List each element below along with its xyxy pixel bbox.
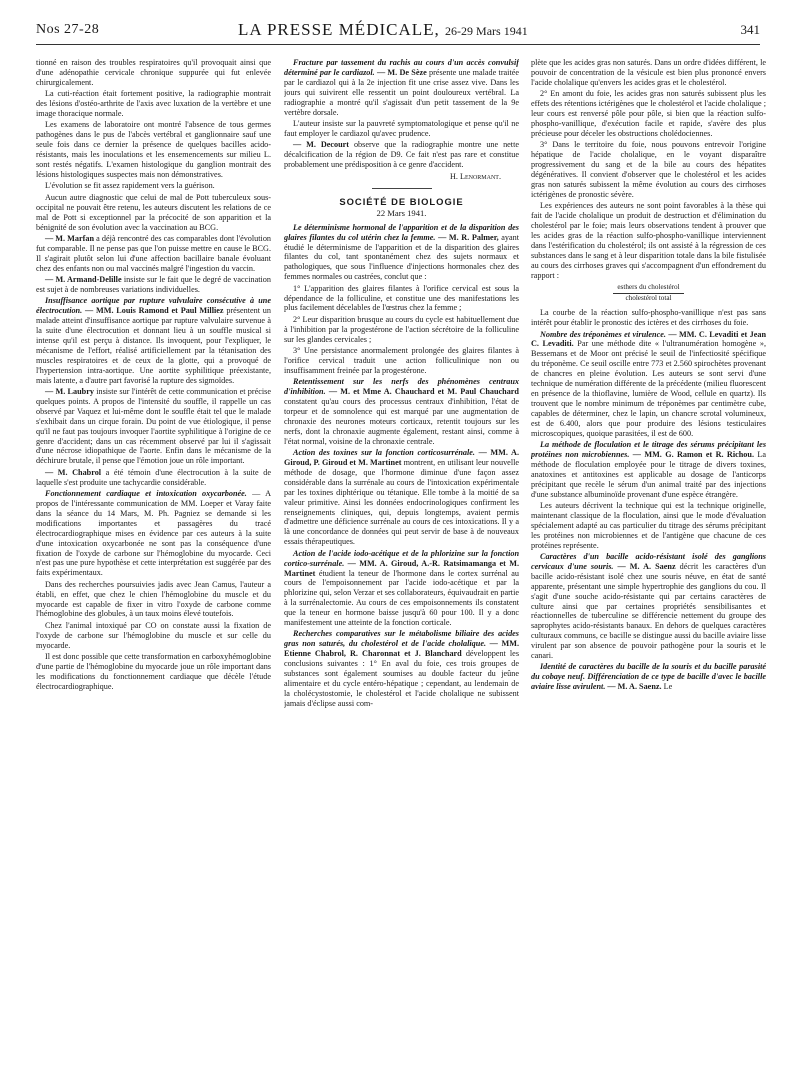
- section-paragraph: [284, 223, 519, 282]
- society-heading: SOCIÉTÉ DE BIOLOGIE: [339, 195, 464, 207]
- speaker-name: — M. Marfan: [45, 233, 95, 243]
- paragraph-text: montrent, en utilisant leur nouvelle méthode de dosage, que l'hormone diminue d'une façon assez considérable dans la surrénale au cours de l'intoxication expérimentale par les toxines diphtérique ou tétanique. Elle tombe à la moitié de sa valeur primitive. Ainsi les données endocrinologiques confirment les renseignements cliniques, qui, depuis longtemps, avaient permis d'admettre une déficience surrénale au cours de ces intoxications. Il y a là une concordance de données qui peut servir de base à de nouveaux essais thérapeutiques.: [284, 458, 519, 547]
- paragraph: Les examens de laboratoire ont montré l'absence de tous germes pathogènes dans le pus de l'abcès vertébral et ganglionnaire sauf une seule fois dans ce dernier la présence de quelques bacilles acido-résistants, mais les inoculations et les ensemencements sur milieu L. sont restés négatifs. L'examen histologique du ganglion montrait des lésions histologiques suspectes mais non démonstratives.: [36, 120, 271, 179]
- paragraph-text: constatent qu'au cours des processus centraux d'inhibition, l'état de torpeur et de somnolence qui est marqué par une augmentation de chronaxie des neurones moteurs corticaux, retentit toujours sur les nerfs, dont la chronaxie augmente également, restant ainsi, comme à l'état normal, voisine de la chronaxie centrale.: [284, 397, 519, 446]
- section-title: Le déterminisme hormonal de l'apparition et de la disparition des glaires filantes du col utérin chez la femme.: [284, 222, 519, 242]
- paragraph: [284, 140, 519, 170]
- paragraph: Les auteurs décrivent la technique qui est la technique originelle, maintenant classique de la floculation, ainsi que le mode d'évaluation spécialement adapté au cas particulier du titrage des sérums précipitant les protéines non microbiennes et de l'antigène que chacune de ces protéines représente.: [531, 500, 766, 550]
- section-paragraph: [531, 330, 766, 439]
- section-paragraph: [36, 296, 271, 385]
- section-paragraph: [531, 662, 766, 692]
- paragraph-text: développent les conclusions suivantes : 1° En aval du foie, ces trois groupes de substances sont également soumises au double facteur du jeûne alimentaire et du cycle entéro-hépatique ; cependant, au lendemain de la cholécystostomie, le cholestérol et l'acide cholalique ne subissent jamais d'éclipse aussi com-: [284, 649, 519, 708]
- section-title: Recherches comparatives sur le métabolisme biliaire des acides gras non saturés, du cholestérol et de l'acide cholalique.: [284, 629, 519, 649]
- paragraph: La cuti-réaction était fortement positive, la radiographie montrait des lésions d'ostéo-arthrite de l'axis avec luxation de la vertèbre et une image thoracique normale.: [36, 89, 271, 119]
- section-title: Action des toxines sur la fonction corticosurrénale.: [293, 448, 475, 458]
- fraction-numerator: esthers du cholestérol: [613, 283, 683, 294]
- paragraph-text: insiste sur l'intérêt de cette communication et précise quelques points. A propos de l'intensité du souffle, il rappelle un cas observé par Vaquez et lui-même dont le souffle était tel que le malade s'exhibait dans un cirque forain. Du point de vue étiologique, il pense qu'il ne faut pas toujours invoquer l'aortite syphilitique à l'origine de ce genre d'accident; dans un cas récemment observé par lui il s'agissait d'une nécrose idiopathique de l'aorte. Enfin dans le mécanisme de la déchirure brutale, il pense que l'émotion joue un rôle important.: [36, 387, 271, 466]
- paragraph: L'auteur insiste sur la pauvreté symptomatologique et pense qu'il ne faut employer le cardiazol qu'avec prudence.: [284, 118, 519, 138]
- section-title: Caractères d'un bacille acido-résistant isolé des ganglions cervicaux d'une souris.: [531, 552, 766, 571]
- journal-name: LA PRESSE MÉDICALE,: [238, 20, 440, 39]
- author-names: — MM. Louis Ramond et Paul Milliez: [82, 306, 224, 316]
- section-title: La méthode de floculation et le titrage des sérums précipitant les protéines non microbiennes.: [531, 440, 766, 459]
- paragraph-text: étudient la teneur de l'hormone dans le cortex surrénal au cours de l'empoisonnement par l'acide iodo-acétique et par la phlorizine qui, selon Verzar et ses collaborateurs, équivaudrait en partie à la surrénalectomie. Au cours de ces empoisonnements ils constatent que la teneur en hormone baisse jusqu'à 60 pour 100. Il y a donc manifestement une atteinte de la fonction corticale.: [284, 568, 519, 628]
- column-middle: [284, 58, 519, 1068]
- column-right: [531, 58, 766, 1068]
- author-names: — M. et Mme A. Chauchard et M. Paul Chauchard: [325, 387, 519, 397]
- speaker-name: — M. Chabrol: [45, 467, 102, 477]
- section-paragraph: [36, 489, 271, 578]
- paragraph-text: Le: [661, 682, 673, 692]
- paragraph: Les expériences des auteurs ne sont point favorables à la thèse qui fait de l'acide cholalique un produit de destruction et d'élimination du cholestérol par le foie; mais leurs observations tendent à prouver que les acides gras de la réaction sulfo-phospho-vanillique interviennent dans l'estérification du cholestérol; ils ont assisté à la régression de ces substances dans le sang et à leur disparition totale dans la bile fistulisée au cours des cirrhoses graves qui s'accompagnent d'un effondrement du rapport :: [531, 201, 766, 280]
- fraction-denominator: cholestérol total: [625, 294, 672, 303]
- section-title: Nombre des tréponèmes et virulence.: [540, 329, 666, 339]
- paragraph: 1° L'apparition des glaires filantes à l'orifice cervical est sous la dépendance de la folliculine, et constitue une des manifestations les plus facilement décelables de l'œstrus chez la femme ;: [284, 283, 519, 313]
- page-number: 341: [740, 22, 760, 37]
- paragraph: 3° Une persistance anormalement prolongée des glaires filantes à l'orifice cervical traduit une action folliculinique non ou insuffisamment freinée par la progestérone.: [284, 346, 519, 375]
- author-names: — M. De Sèze: [374, 67, 427, 77]
- paragraph: Dans des recherches poursuivies jadis avec Jean Camus, l'auteur a établi, en effet, que chez le chien l'hémoglobine du muscle et du myocarde est capable de fixer in vitro l'oxyde de carbone comme l'hémoglobine des globules, à un taux moins élevé toutefois.: [36, 579, 271, 619]
- paragraph-text: ayant étudié le déterminisme de l'apparition et de la disparition des glaires filantes du col, tant spontanément chez des sujets normaux et pathologiques, que sous l'influence d'injections hormonales chez des femmes normales ou castrées, conclut que :: [284, 232, 519, 282]
- journal-title: [238, 20, 528, 40]
- section-title: Identité de caractères du bacille de la souris et du bacille parasité du cobaye neuf. Différenciation de ce type de bacille d'avec le bacille aviaire lisse avirulent.: [531, 662, 766, 692]
- paragraph: tionné en raison des troubles respiratoires qu'il provoquait ainsi que d'une adénopathie cervicale chronique suppurée qui fut enlevée chirurgicalement.: [36, 58, 271, 87]
- ratio-fraction: [531, 283, 766, 304]
- column-left: [36, 58, 271, 1068]
- section-title: Insuffisance aortique par rupture valvulaire consécutive à une électrocution.: [36, 296, 271, 316]
- issue-date: 26-29 Mars 1941: [445, 24, 528, 38]
- author-names: — M. A. Saenz.: [605, 682, 662, 692]
- author-names: — MM. G. Ramon et R. Richou.: [629, 449, 754, 459]
- author-names: — MM. Etienne Chabrol, R. Charonnat et J. Blanchard: [284, 639, 519, 659]
- section-paragraph: [284, 58, 519, 117]
- paragraph-text: a été témoin d'une électrocution à la suite de laquelle s'est produite une tachycardie considérable.: [36, 467, 271, 487]
- paragraph-text: observe que la radiographie montre une nette décalcification de la région de D9. Ce fait n'est pas rare et constitue probablement une prédisposition à ce genre d'accident.: [284, 140, 519, 170]
- section-paragraph: [284, 629, 519, 708]
- paragraph-text: présentent un malade atteint d'insuffisance aortique par rupture valvulaire survenue à la suite d'une électrocution et donnant lieu à un souffle musical si intense qu'il est perçu à distance. Ils invoquent, pour l'expliquer, le mécanisme de l'effort, réalisé artificiellement par la tétanisation des muscles respiratoires et de ceux de la glotte, qui a provoqué de l'hypertension intra-aortique. Une aortite syphilitique préexistante, mais latente, a d'autre part favorisé la rupture des sigmoïdes.: [36, 306, 271, 385]
- section-paragraph: [531, 552, 766, 661]
- signature: H. Lenormant.: [449, 171, 501, 181]
- issue-number: Nos 27-28: [36, 22, 100, 37]
- paragraph: [36, 387, 271, 466]
- paragraph-text: — A propos de l'intéressante communication de MM. Loeper et Varay faite dans la séance du 14 Mars, M. Ph. Pagniez se demande si les modifications importantes et passagères du tracé électrocardiographique mises en évidence par ces auteurs à la suite d'une intoxication oxycarbonée ne sont pas la conséquence d'une fixation de l'oxyde de carbone sur l'hémoglobine du myocarde. Ceci n'est pas une pure hypothèse et cette interprétation est suggérée par des faits expérimentaux.: [36, 489, 271, 578]
- speaker-name: — M. Laubry: [45, 387, 94, 396]
- section-paragraph: [284, 448, 519, 547]
- paragraph: [36, 275, 271, 295]
- paragraph: La courbe de la réaction sulfo-phospho-vanillique n'est pas sans intérêt pour établir le pronostic des ictères et des cirrhoses du foie.: [531, 308, 766, 328]
- paragraph: 2° Leur disparition brusque au cours du cycle est habituellement due à l'inhibition par la progestérone de l'action sécrétoire de la folliculine sur les glandes cervicales ;: [284, 314, 519, 344]
- paragraph: Aucun autre diagnostic que celui de mal de Pott tuberculeux sous-occipital ne pouvait être retenu, les auteurs discutent les relations de ce mal de Pott si exceptionnel par la précocité de son apparition et la bénignité de son évolution avec la vaccination au BCG.: [36, 192, 271, 232]
- paragraph: Il est donc possible que cette transformation en carboxyhémoglobine d'une partie de l'hémoglobine du myocarde joue un rôle important dans les modifications du fonctionnement cardiaque que décèle l'étude électrocardiographique.: [36, 652, 271, 691]
- paragraph-text: a déjà rencontré des cas comparables dont l'évolution fut comparable. Il ne pense pas que l'on puisse mettre en cause le BCG. Il s'agirait plutôt selon lui d'une affection bacillaire banale évoluant chez des enfants non ou mal vaccinés malgré l'ingestion du vaccin.: [36, 233, 271, 273]
- divider: [372, 188, 432, 189]
- paragraph: L'évolution se fit assez rapidement vers la guérison.: [45, 181, 215, 191]
- author-names: — M. A. Saenz: [613, 561, 676, 571]
- author-names: — MM. A. Giroud, A.-R. Ratsimamanga et M. Martinet: [284, 558, 519, 578]
- paragraph-text: La méthode de floculation employée pour le titrage de divers toxines, anatoxines et antitoxines est applicable au dosage de l'anticorps précipitant que recèle le sérum d'un animal traité par des injections d'une substance albuminoïde provenant d'une espèce étrangère.: [531, 449, 766, 499]
- page-header: [36, 22, 760, 45]
- paragraph: Chez l'animal intoxiqué par CO on constate aussi la fixation de l'oxyde de carbone sur l'hémoglobine du muscle et sur celle du myocarde.: [36, 620, 271, 650]
- section-paragraph: [284, 549, 519, 628]
- author-names: — MM. C. Levaditi et Jean C. Levaditi.: [531, 329, 766, 349]
- paragraph: 3° Dans le territoire du foie, nous pouvons entrevoir l'origine hépatique de l'acide cholalique, en le voyant disparaître progressivement du sang et de la bile au cours des hépatites dégénératives. Il convient d'observer que le cholestérol et les acides gras non saturés subissent la même évolution au cours des cirrhoses ictérigènes de pronostic sévère.: [531, 140, 766, 199]
- section-paragraph: [531, 440, 766, 499]
- paragraph: 2° En amont du foie, les acides gras non saturés subissent plus les effets des rétentions ictérigènes que le cholestérol et l'acide cholalique ; leur cours est renversé pôle pour pôle, si bien que la réaction sulfo-phospho-vanillique, d'exécution facile et rapide, s'avère des plus précieuse pour déceler les obstructions cholédociennes.: [531, 89, 766, 138]
- section-paragraph: [284, 377, 519, 446]
- paragraph-text: présente une malade traitée par le cardiazol qui à la 2e injection fit une crise assez vive. Dans les jours qui suivirent elle ressentit un point douloureux vertébral. La radiographie a montré qu'il s'agissait d'un petit tassement de la 9e vertèbre dorsale.: [284, 67, 519, 117]
- paragraph: [36, 234, 271, 274]
- section-title: Fonctionnement cardiaque et intoxication oxycarbonée.: [45, 489, 247, 499]
- section-title: Retentissement sur les nerfs des phénomènes centraux d'inhibition.: [284, 377, 519, 397]
- section-title: Action de l'acide iodo-acétique et de la phlorizine sur la fonction cortico-surrénale.: [284, 548, 519, 568]
- paragraph-text: insiste sur le fait que le degré de vaccination est sujet à de nombreuses variations individuelles.: [36, 275, 271, 294]
- author-names: — MM. A. Giroud, P. Giroud et M. Martinet: [284, 448, 519, 468]
- section-title: Fracture par tassement du rachis au cours d'un accès convulsif déterminé par le cardiazol.: [284, 58, 519, 77]
- speaker-name: — M. Decourt: [293, 140, 350, 150]
- author-names: — M. R. Palmer,: [435, 232, 499, 242]
- paragraph: [36, 468, 271, 488]
- paragraph-text: Par une méthode dite « l'ultranumération homogène », Bessemans et de Moor ont précisé le seuil de l'infectiosité spécifique du tréponème. Ce seuil oscille entre 773 et 2.560 spirochètes provenant de chancres en pleine évolution. Les auteurs se sont servi d'une technique de numération différente de la précédente (milieu fluorescent en présence de la thioflavine, lumière de Wood, cellule en quartz). Ils trouvent que le nombre minimum de tréponèmes par centimètre cube, capables de déterminer, chez le lapin, un chancre scrotal volumineux, est de 6.400, alors que pour produire des lésions testiculaires microscopiques, quoique parasitées, il est de 600.: [531, 339, 766, 438]
- speaker-name: — M. Armand-Delille: [45, 275, 122, 285]
- society-date: 22 Mars 1941.: [376, 207, 427, 218]
- paragraph: plète que les acides gras non saturés. Dans un ordre d'idées différent, le pouvoir de concentration de la vésicule est bien plus prononcé envers l'acide cholalique qu'envers les acides gras et le cholestérol.: [531, 58, 766, 87]
- paragraph-text: décrit les caractères d'un bacille acido-résistant isolé chez une souris néuve, en état de santé apparente, présentant une simple hypertrophie des ganglions du cou. Il s'agit d'une souche acido-résistante qui par certains caractères de culture ainsi que par certaines propriétés sensibilisantes et réactionnelles de tuberculine se différencie nettement du groupe des saprophytes acido-résistants banaux. En dehors de quelques caractères culturaux communs, ce bacille se distingue aussi du bacille aviaire lisse virulent par son absence de pouvoir pathogène pour la souris et le canari.: [531, 561, 766, 661]
